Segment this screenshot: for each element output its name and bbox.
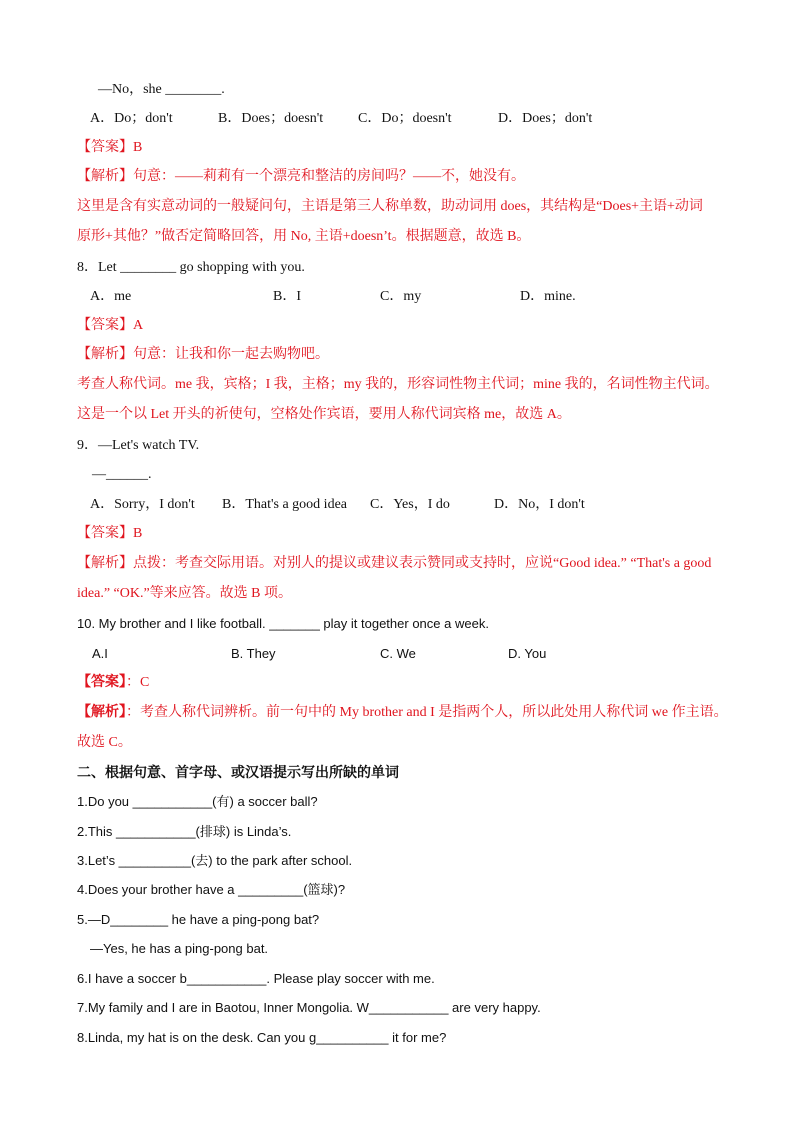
q8-option-d: D．mine. [520, 289, 576, 304]
q9-option-c: C．Yes，I do [370, 497, 450, 512]
q7-stem-line: —No，she ________. [98, 82, 225, 97]
section-heading: 二、根据句意、首字母、或汉语提示写出所缺的单词 [77, 765, 399, 781]
analysis-tag: 【解析】 [77, 705, 126, 720]
q7-analysis-line-3: 原形+其他？”做否定简略回答，用 No, 主语+doesn’t。根据题意，故选 B。 [77, 229, 531, 244]
answer-tag: 【答案】 [77, 140, 133, 155]
q7-option-a: A．Do；don't [90, 111, 173, 126]
analysis-tag: 【解析】 [77, 556, 133, 571]
fill-item-3: 3.Let’s __________(去) to the park after school. [77, 853, 353, 868]
analysis-text: 句意：——莉莉有一个漂亮和整洁的房间吗？——不，她没有。 [133, 169, 525, 184]
analysis-tag: 【解析】 [77, 347, 133, 362]
q10-stem: 10. My brother and I like football. _______ play it together once a week. [77, 616, 489, 631]
q10-option-c: C. We [380, 646, 416, 661]
q8-analysis-line-1 [77, 346, 329, 364]
q9-option-d: D．No，I don't [494, 497, 585, 512]
fill-item-1: 1.Do you ___________(有) a soccer ball? [77, 794, 318, 809]
fill-item-5-reply: —Yes, he has a ping-pong bat. [90, 941, 269, 956]
q10-option-b: B. They [231, 646, 276, 661]
q7-analysis-line-1 [77, 168, 525, 186]
answer-value: B [133, 526, 143, 541]
q9-analysis-line-1 [77, 555, 711, 573]
q7-answer [77, 139, 142, 157]
q9-stem-reply: —______. [92, 467, 152, 482]
q8-option-c: C．my [380, 289, 422, 304]
answer-tag: 【答案】 [77, 318, 133, 333]
fill-item-2: 2.This ___________(排球) is Linda’s. [77, 824, 292, 839]
answer-value: A [133, 318, 144, 333]
q7-option-c: C．Do；doesn't [358, 111, 452, 126]
q8-option-a: A．me [90, 289, 132, 304]
q10-answer [77, 674, 149, 692]
q10-option-d: D. You [508, 646, 547, 661]
fill-item-8: 8.Linda, my hat is on the desk. Can you g__________ it for me? [77, 1030, 447, 1045]
q8-option-b: B．I [273, 289, 301, 304]
q9-stem: 9．—Let's watch TV. [77, 438, 200, 453]
q9-option-b: B．That's a good idea [222, 497, 347, 512]
q10-analysis-line-2: 故选 C。 [77, 735, 132, 750]
answer-value: B [133, 140, 143, 155]
q9-answer [77, 525, 142, 543]
analysis-tag: 【解析】 [77, 169, 133, 184]
analysis-text: ：考查人称代词辨析。前一句中的 My brother and I 是指两个人，所以此处用人称代词 we 作主语。 [126, 705, 728, 720]
q8-analysis-line-2: 考查人称代词。me 我，宾格；I 我，主格；my 我的，形容词性物主代词；mine 我的，名词性物主代词。 [77, 377, 719, 392]
analysis-text: 点拨：考查交际用语。对别人的提议或建议表示赞同或支持时，应说“Good idea.” “That's a good [133, 556, 712, 571]
fill-item-5: 5.—D________ he have a ping-pong bat? [77, 912, 320, 927]
answer-value: ：C [126, 675, 150, 690]
q8-answer [77, 317, 143, 335]
q8-stem: 8．Let ________ go shopping with you. [77, 260, 305, 275]
fill-item-6: 6.I have a soccer b___________. Please play soccer with me. [77, 971, 435, 986]
q9-option-a: A．Sorry，I don't [90, 497, 195, 512]
q10-option-a: A.I [92, 646, 108, 661]
q7-option-d: D．Does；don't [498, 111, 593, 126]
fill-item-4: 4.Does your brother have a _________(篮球)? [77, 882, 346, 897]
q9-analysis-line-2: idea.” “OK.”等来应答。故选 B 项。 [77, 586, 293, 601]
q8-analysis-line-3: 这是一个以 Let 开头的祈使句，空格处作宾语，要用人称代词宾格 me，故选 A。 [77, 407, 571, 422]
fill-item-7: 7.My family and I are in Baotou, Inner Mongolia. W___________ are very happy. [77, 1000, 541, 1015]
q7-analysis-line-2: 这里是含有实意动词的一般疑问句，主语是第三人称单数，助动词用 does，其结构是“Does+主语+动词 [77, 199, 703, 214]
answer-tag: 【答案】 [77, 675, 126, 690]
q10-analysis-line-1 [77, 704, 728, 722]
q7-option-b: B．Does；doesn't [218, 111, 324, 126]
analysis-text: 句意：让我和你一起去购物吧。 [133, 347, 329, 362]
answer-tag: 【答案】 [77, 526, 133, 541]
